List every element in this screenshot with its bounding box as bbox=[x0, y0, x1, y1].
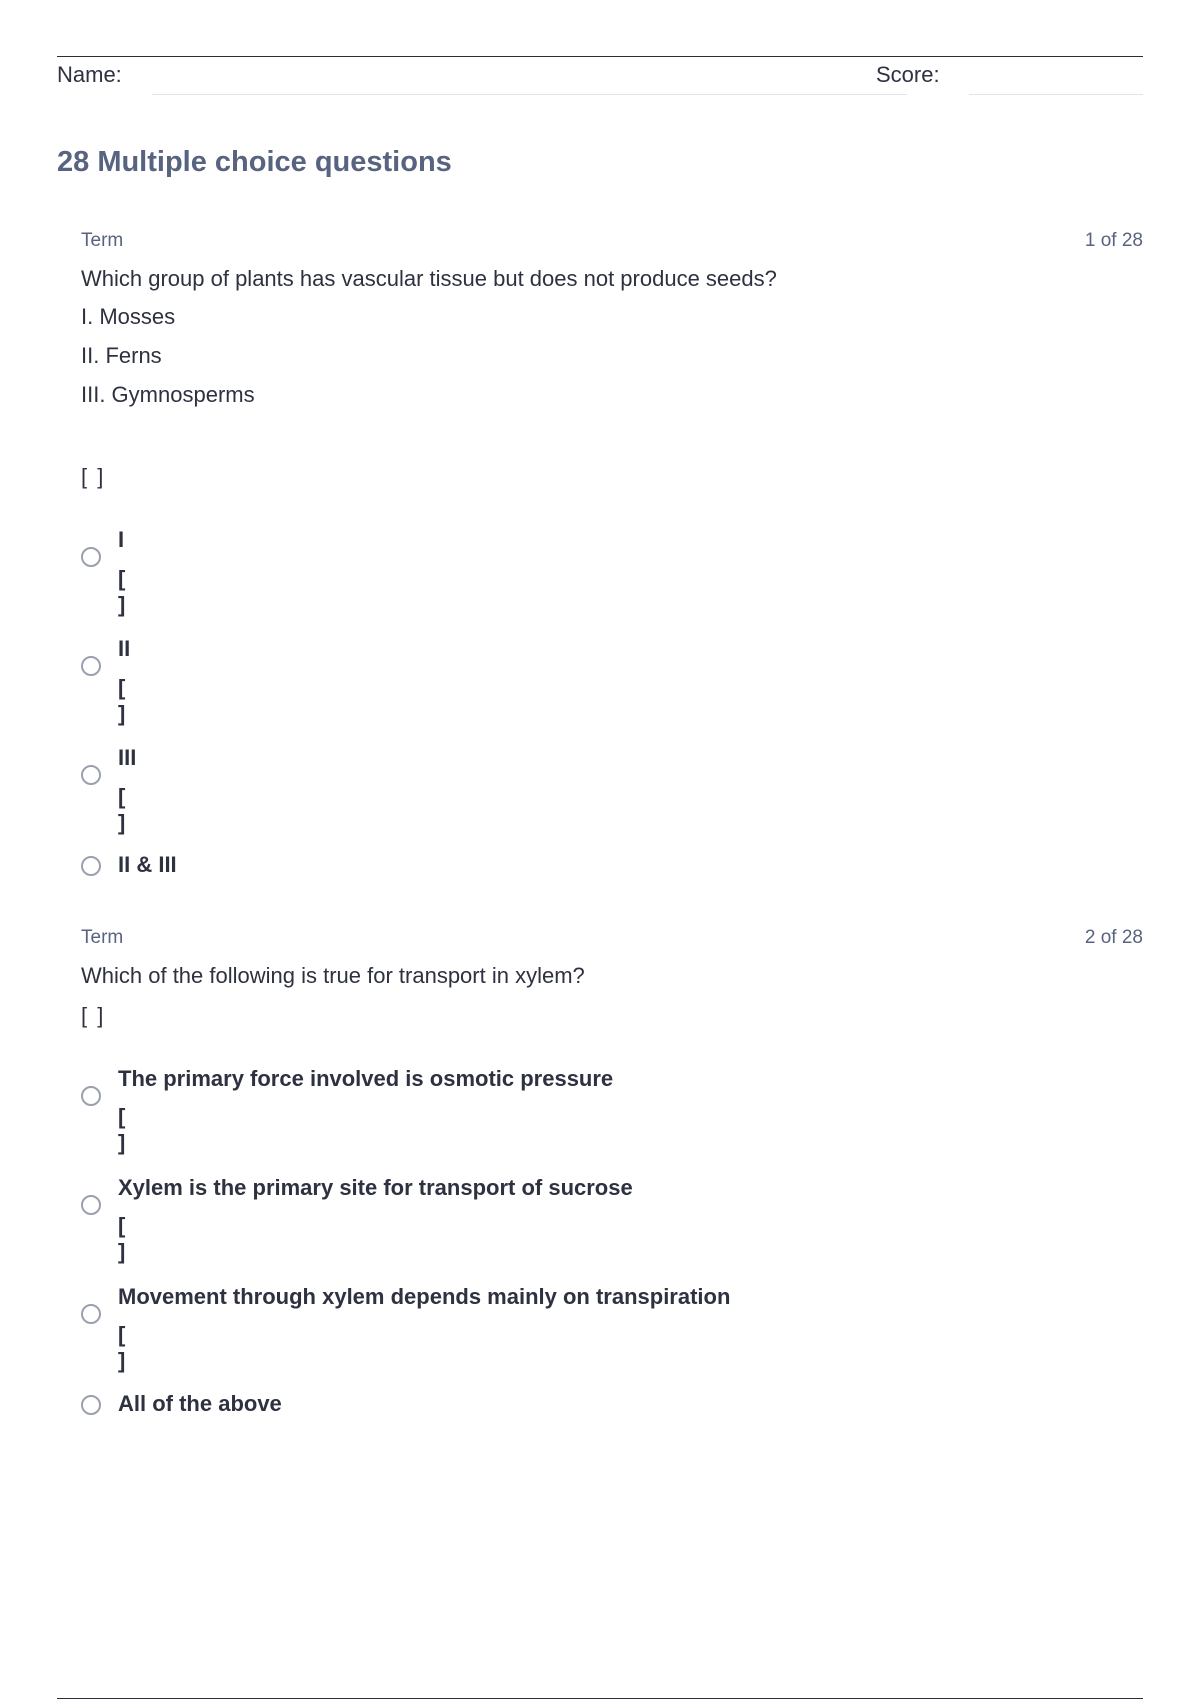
option-bracket: [ ] bbox=[118, 675, 128, 726]
option-label: I bbox=[118, 527, 125, 552]
score-label: Score: bbox=[876, 62, 940, 87]
question-statement: III. Gymnosperms bbox=[81, 382, 255, 407]
score-field[interactable] bbox=[969, 94, 1143, 95]
answer-bracket: [ ] bbox=[81, 464, 106, 489]
option-label: The primary force involved is osmotic pressure bbox=[118, 1066, 614, 1091]
option-label: All of the above bbox=[118, 1391, 282, 1416]
question-text: Which of the following is true for transport in xylem? bbox=[81, 963, 585, 988]
question-count: 1 of 28 bbox=[1084, 230, 1143, 251]
answer-bracket: [ ] bbox=[81, 1003, 106, 1028]
radio-button[interactable] bbox=[81, 1304, 101, 1324]
option-label: III bbox=[118, 745, 137, 770]
option-bracket: [ ] bbox=[118, 784, 128, 835]
radio-button[interactable] bbox=[81, 1195, 101, 1215]
radio-button[interactable] bbox=[81, 547, 101, 567]
term-label: Term bbox=[81, 230, 124, 251]
option-bracket: [ ] bbox=[118, 1213, 128, 1264]
option-label: Movement through xylem depends mainly on transpiration bbox=[118, 1284, 731, 1309]
option-label: II bbox=[118, 636, 131, 661]
radio-button[interactable] bbox=[81, 856, 101, 876]
radio-button[interactable] bbox=[81, 656, 101, 676]
question-count: 2 of 28 bbox=[1084, 927, 1143, 948]
question-1-header bbox=[81, 230, 1143, 250]
option-label: II & III bbox=[118, 852, 177, 877]
name-field[interactable] bbox=[152, 94, 907, 95]
bottom-rule bbox=[57, 1698, 1143, 1699]
radio-button[interactable] bbox=[81, 765, 101, 785]
question-statement: II. Ferns bbox=[81, 343, 162, 368]
radio-button[interactable] bbox=[81, 1086, 101, 1106]
option-label: Xylem is the primary site for transport of sucrose bbox=[118, 1175, 633, 1200]
option-bracket: [ ] bbox=[118, 1104, 128, 1155]
term-label: Term bbox=[81, 927, 124, 948]
radio-button[interactable] bbox=[81, 1395, 101, 1415]
option-bracket: [ ] bbox=[118, 1322, 128, 1373]
top-rule bbox=[57, 56, 1143, 57]
question-statement: I. Mosses bbox=[81, 304, 176, 329]
option-bracket: [ ] bbox=[118, 566, 128, 617]
question-2-header bbox=[81, 927, 1143, 947]
section-title: 28 Multiple choice questions bbox=[57, 146, 452, 178]
question-text: Which group of plants has vascular tissue but does not produce seeds? bbox=[81, 266, 777, 291]
header bbox=[57, 60, 1143, 100]
name-label: Name: bbox=[57, 62, 122, 87]
